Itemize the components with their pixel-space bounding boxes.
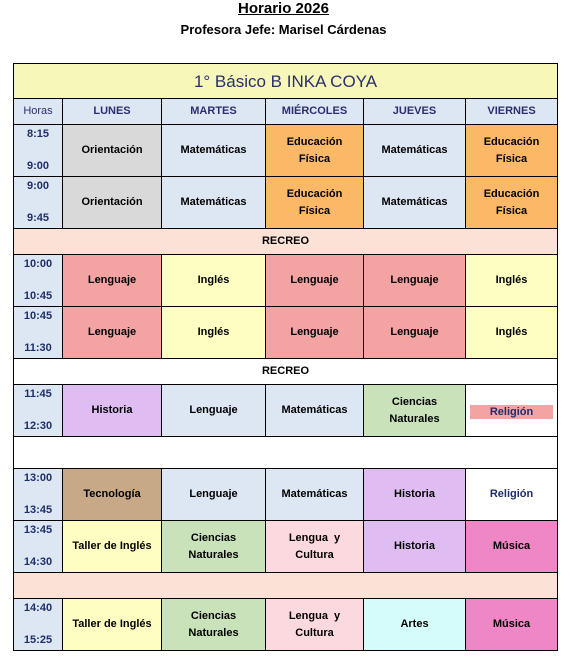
time-cell: [14, 125, 63, 177]
subject-cell: [162, 521, 266, 573]
subject-cell: Inglés: [162, 255, 266, 307]
time-cell: [14, 469, 63, 521]
subject-cell: [466, 125, 558, 177]
blank-row: [14, 573, 558, 599]
time-cell: [14, 599, 63, 651]
subject-line: Naturales: [188, 548, 239, 561]
subject-line: Naturales: [188, 626, 239, 639]
course-header-row: [14, 64, 558, 99]
subject-cell: [466, 385, 558, 437]
subject-line: Ciencias: [190, 531, 237, 544]
subject-cell: Historia: [63, 385, 162, 437]
subject-cell: Inglés: [162, 307, 266, 359]
end-time: 11:30: [24, 342, 52, 354]
table-row: [14, 385, 558, 437]
subject-line: Educación: [286, 187, 343, 200]
subject-line: Física: [298, 152, 331, 165]
start-time: 8:15: [26, 128, 50, 140]
table-row: [14, 307, 558, 359]
subject-line: Ciencias: [391, 395, 438, 408]
subject-cell: Historia: [364, 521, 466, 573]
subject-line: Física: [495, 152, 528, 165]
day-header-tuesday: MARTES: [162, 99, 266, 125]
subject-cell: Música: [466, 599, 558, 651]
subject-cell: Religión: [466, 469, 558, 521]
end-time: 9:45: [26, 212, 50, 224]
subject-line: Educación: [483, 135, 540, 148]
blank-row: [14, 437, 558, 469]
subject-cell: Lenguaje: [266, 307, 364, 359]
start-time: 13:45: [23, 524, 53, 536]
subject-cell: Inglés: [466, 307, 558, 359]
start-time: 13:00: [23, 472, 53, 484]
subject-cell: Lenguaje: [364, 255, 466, 307]
break-row: [14, 229, 558, 255]
subject-cell: Taller de Inglés: [63, 521, 162, 573]
subject-line: Lengua y: [288, 531, 341, 544]
day-header-thursday: JUEVES: [364, 99, 466, 125]
table-row: [14, 177, 558, 229]
subject-line: Cultura: [295, 626, 334, 639]
time-cell: [14, 521, 63, 573]
subject-cell: [266, 125, 364, 177]
subject-cell: Orientación: [63, 125, 162, 177]
table-row: [14, 599, 558, 651]
hours-header: Horas: [14, 99, 63, 125]
subject-cell: Matemáticas: [266, 469, 364, 521]
end-time: 10:45: [23, 290, 53, 302]
break-label: RECREO: [14, 229, 558, 255]
time-cell: [14, 177, 63, 229]
subject-cell: Artes: [364, 599, 466, 651]
subject-cell: Lenguaje: [162, 385, 266, 437]
subject-cell: [266, 177, 364, 229]
schedule-table: [13, 63, 558, 651]
blank-cell: [14, 573, 558, 599]
subject-cell: Lenguaje: [63, 255, 162, 307]
subject-cell: [266, 521, 364, 573]
subject-cell: Tecnología: [63, 469, 162, 521]
day-header-friday: VIERNES: [466, 99, 558, 125]
subject-line: Ciencias: [190, 609, 237, 622]
day-header-row: [14, 99, 558, 125]
subject-cell: Orientación: [63, 177, 162, 229]
time-cell: [14, 307, 63, 359]
day-header-wednesday: MIÉRCOLES: [266, 99, 364, 125]
break-row: [14, 359, 558, 385]
subject-cell: [266, 599, 364, 651]
day-header-monday: LUNES: [63, 99, 162, 125]
end-time: 9:00: [26, 160, 50, 172]
subject-cell: Historia: [364, 469, 466, 521]
time-cell: [14, 255, 63, 307]
end-time: 12:30: [23, 420, 53, 432]
subject-cell: Lenguaje: [162, 469, 266, 521]
subject-cell: Matemáticas: [364, 177, 466, 229]
subject-line: Educación: [483, 187, 540, 200]
break-label: RECREO: [14, 359, 558, 385]
subject-cell: [466, 177, 558, 229]
start-time: 10:00: [23, 258, 53, 270]
subject-cell: Lenguaje: [266, 255, 364, 307]
table-row: [14, 469, 558, 521]
subject-cell: Lenguaje: [63, 307, 162, 359]
end-time: 15:25: [23, 634, 53, 646]
table-row: [14, 255, 558, 307]
subject-line: Física: [495, 204, 528, 217]
end-time: 13:45: [23, 504, 53, 516]
table-row: [14, 125, 558, 177]
subject-line: Educación: [286, 135, 343, 148]
subject-cell: Lenguaje: [364, 307, 466, 359]
subject-cell: [162, 599, 266, 651]
end-time: 14:30: [23, 556, 53, 568]
subject-cell: Inglés: [466, 255, 558, 307]
subject-line: Cultura: [295, 548, 334, 561]
start-time: 9:00: [26, 180, 50, 192]
start-time: 11:45: [24, 388, 52, 400]
subject-line: Lengua y: [288, 609, 341, 622]
subject-cell: [364, 385, 466, 437]
course-title: 1° Básico B INKA COYA: [14, 64, 558, 99]
subject-cell: Matemáticas: [364, 125, 466, 177]
start-time: 10:45: [23, 310, 53, 322]
subject-cell: Taller de Inglés: [63, 599, 162, 651]
teacher-subtitle: Profesora Jefe: Marisel Cárdenas: [180, 22, 387, 37]
subject-line: Naturales: [389, 412, 440, 425]
subject-cell: Matemáticas: [266, 385, 364, 437]
table-row: [14, 521, 558, 573]
page-title: Horario 2026: [238, 0, 329, 17]
religion-badge: Religión: [470, 405, 553, 419]
start-time: 14:40: [23, 602, 53, 614]
subject-cell: Matemáticas: [162, 177, 266, 229]
subject-cell: Música: [466, 521, 558, 573]
subject-line: Física: [298, 204, 331, 217]
time-cell: [14, 385, 63, 437]
subject-cell: Matemáticas: [162, 125, 266, 177]
blank-cell: [14, 437, 558, 469]
